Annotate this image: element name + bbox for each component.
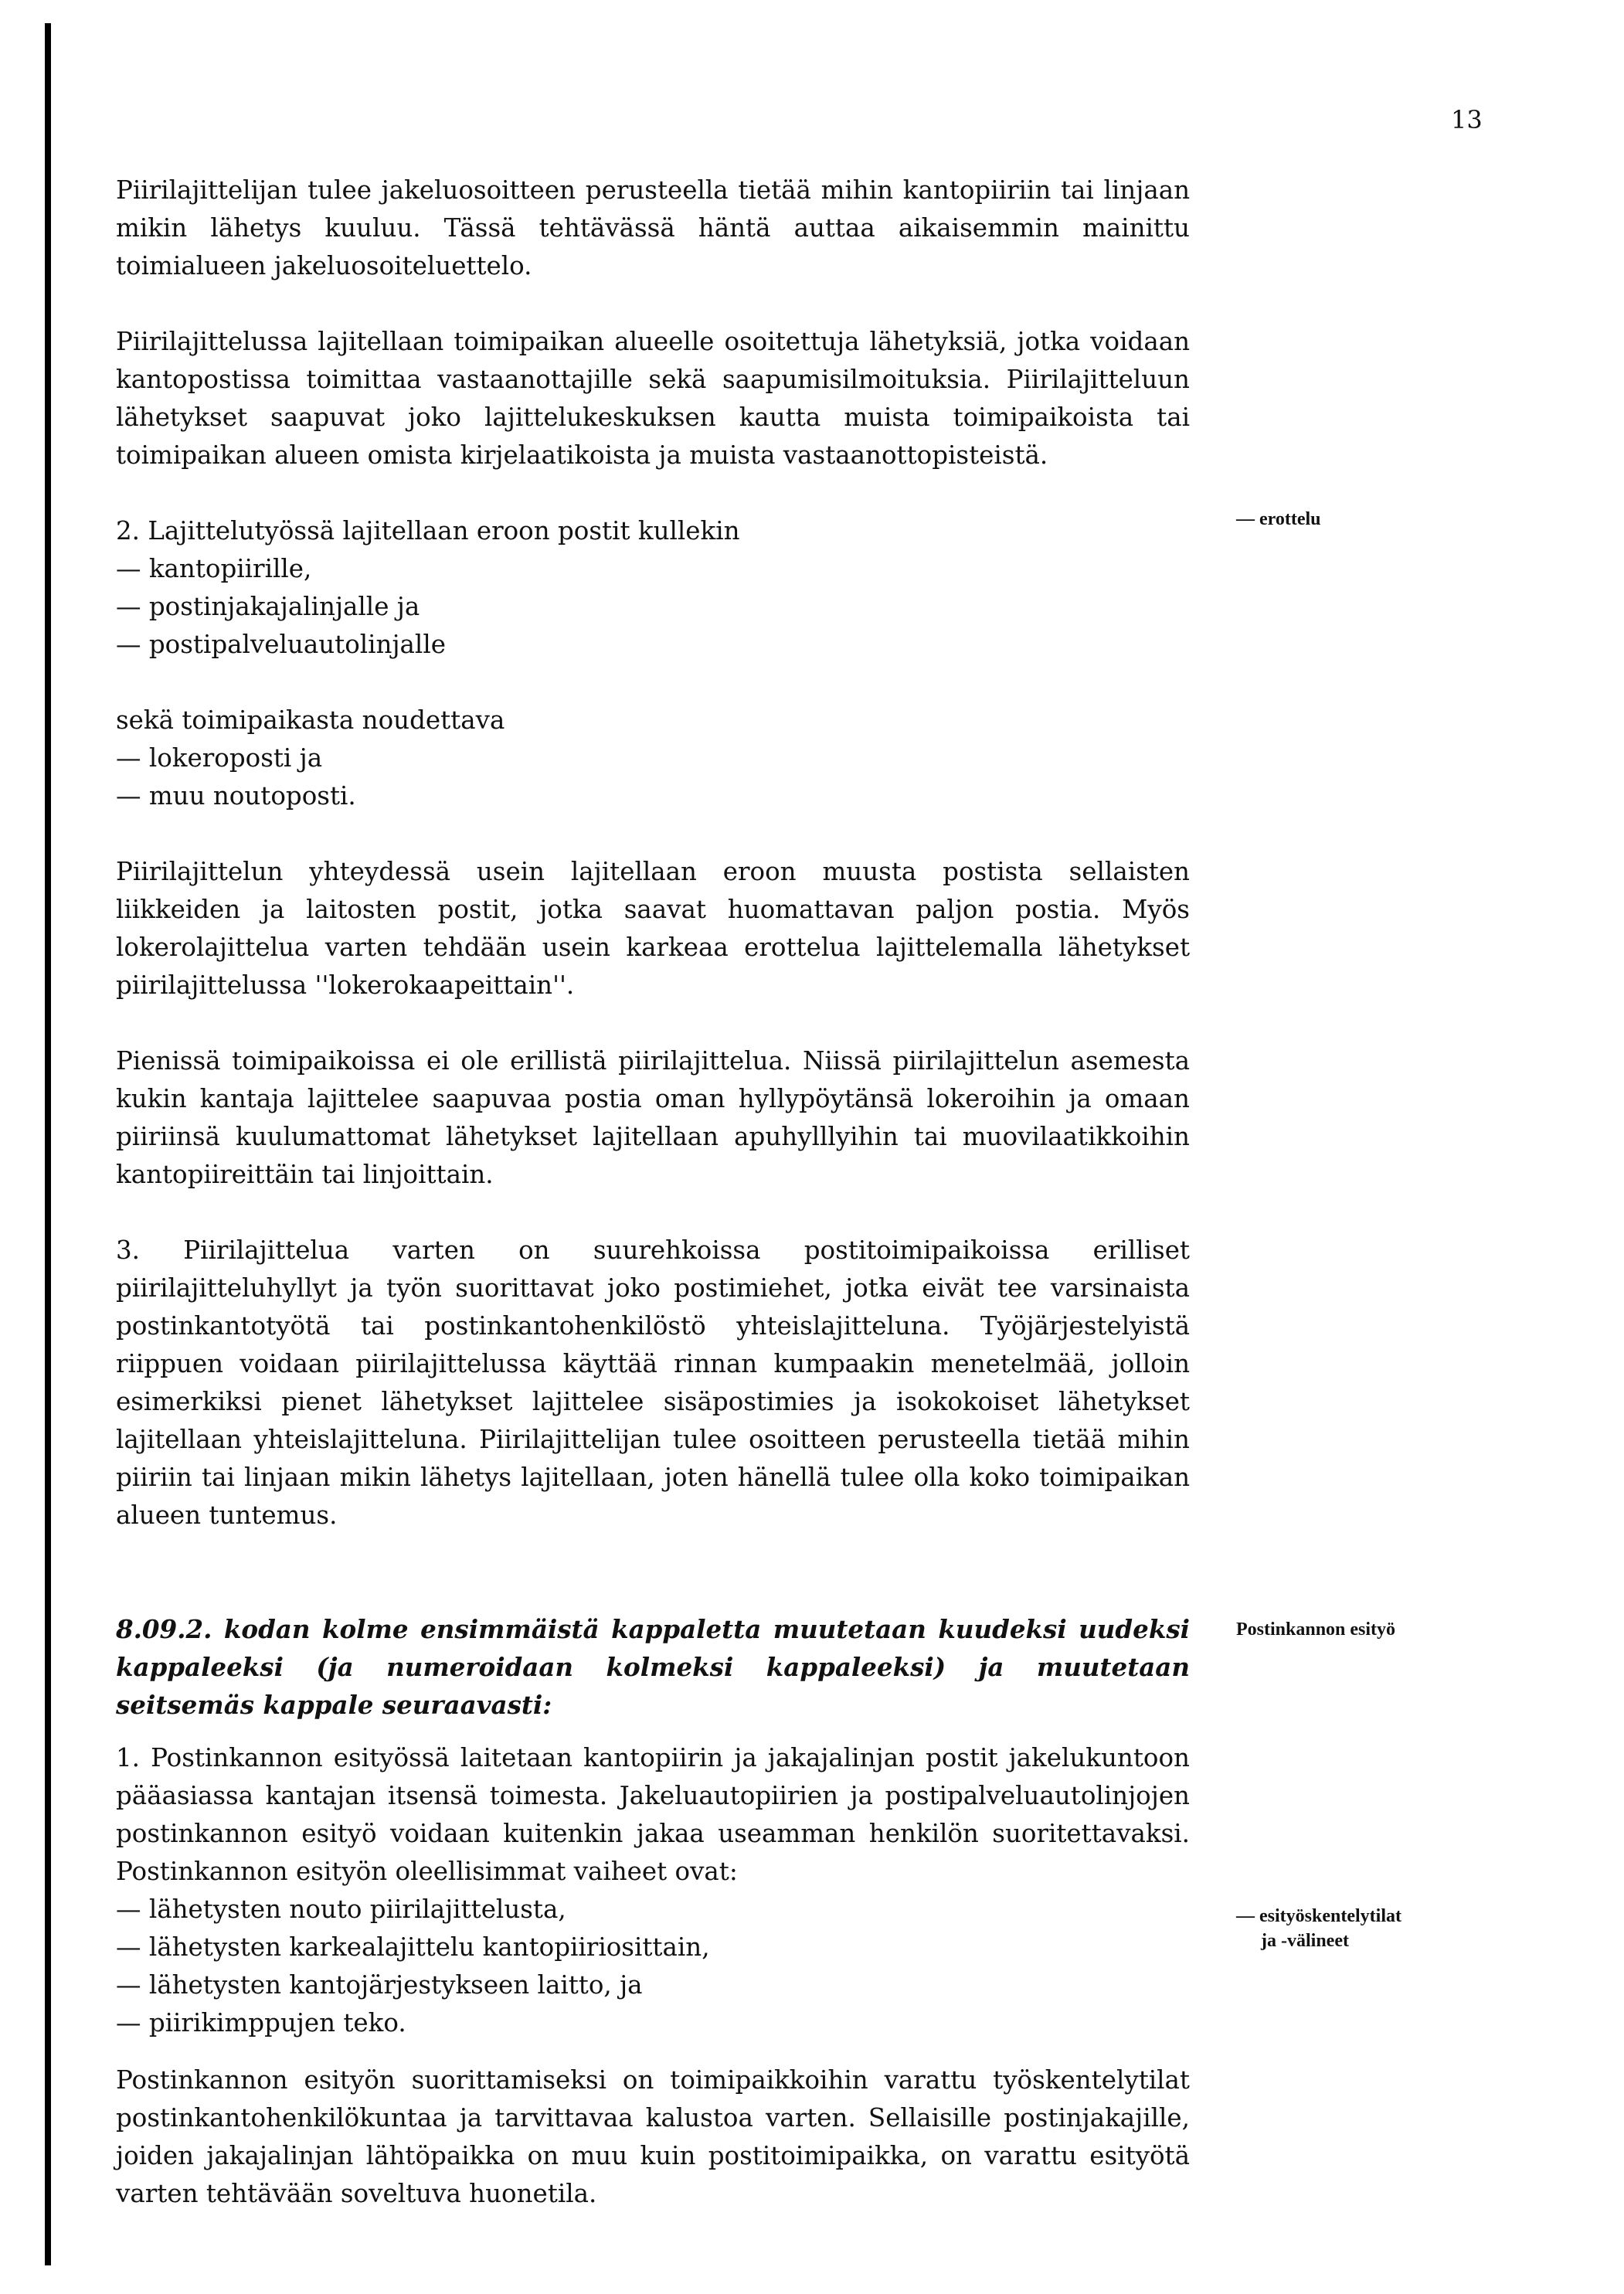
paragraph-8: 1. Postinkannon esityössä laitetaan kantopiirin ja jakajalinjan postit jakelukuntoon pääasiassa kantajan itsensä toimesta. Jakeluautopiirien ja postipalveluautolinjojen postinkannon esityö voidaan kuitenkin jakaa useamman henkilön suoritettavaksi. Postinkannon esityön oleellisimmat vaiheet ovat: xyxy=(116,1743,1190,1886)
list-item: — lähetysten nouto piirilajittelusta, xyxy=(116,1895,566,1924)
list-item: — muu noutoposti. xyxy=(116,781,356,811)
margin-note-line: ja -välineet xyxy=(1261,1931,1349,1951)
paragraph-7: 3. Piirilajittelua varten on suurehkoissa postitoimipaikoissa erilliset piirilajitteluhyllyt ja työn suorittavat joko postimiehet, jotka eivät tee varsinaista postinkantotyötä tai postinkantohenkilöstö yhteislajitteluna. Työjärjestelyistä riippuen voidaan piirilajittelussa käyttää rinnan kumpaakin menetelmää, jolloin esimerkiksi pienet lähetykset lajittelee sisäpostimies ja isokokoiset lähetykset lajitellaan yhteislajitteluna. Piirilajittelijan tulee osoitteen perusteella tietää mihin piiriin tai linjaan mikin lähetys lajitellaan, joten hänellä tulee olla koko toimipaikan alueen tuntemus. xyxy=(116,1235,1190,1530)
spacer xyxy=(116,664,1190,702)
list-item: — postinjakajalinjalle ja xyxy=(116,592,420,621)
scan-edge-bar xyxy=(45,23,51,2265)
margin-note-erottelu: — erottelu xyxy=(1236,509,1321,529)
paragraph-6: Pienissä toimipaikoissa ei ole erillistä piirilajittelua. Niissä piirilajittelun asemesta kukin kantaja lajittelee saapuvaa postia oman hyllypöytänsä lokeroihin ja omaan piiriinsä kuulumattomat lähetykset lajitellaan apuhylllyihin tai muovilaatikkoihin kantopiireittäin tai linjoittain. xyxy=(116,1046,1190,1189)
paragraph-5: Piirilajittelun yhteydessä usein lajitellaan eroon muusta postista sellaisten liikkeiden ja laitosten postit, jotka saavat huomattavan paljon postia. Myös lokerolajittelua varten tehdään usein karkeaa erottelua lajittelemalla lähetykset piirilajittelussa ''lokerokaapeittain''. xyxy=(116,857,1190,1000)
page-number: 13 xyxy=(1451,105,1483,134)
amendment-note: 8.09.2. kodan kolme ensimmäistä kappaletta muutetaan kuudeksi uudeksi kappaleeksi (ja numeroidaan kolmeksi kappaleeksi) ja muutetaan seitsemäs kappale seuraavasti: xyxy=(116,1614,1190,1720)
list-item: — lokeroposti ja xyxy=(116,743,323,773)
list-item: — piirikimppujen teko. xyxy=(116,2008,406,2037)
list-item: — kantopiirille, xyxy=(116,554,312,583)
spacer xyxy=(116,1534,1190,1610)
list-item: — lähetysten kantojärjestykseen laitto, ja xyxy=(116,1970,643,2000)
paragraph-2: Piirilajittelussa lajitellaan toimipaikan alueelle osoitettuja lähetyksiä, jotka voidaan kantopostissa toimittaa vastaanottajille sekä saapumisilmoituksia. Piirilajitteluun lähetykset saapuvat joko lajittelukeskuksen kautta muista toimipaikoista tai toimipaikan alueen omista kirjelaatikoista ja muista vastaanottopisteistä. xyxy=(116,327,1190,470)
margin-note-esityoskentelytilat xyxy=(1236,1904,1401,1953)
spacer xyxy=(116,815,1190,853)
section-2-intro: 2. Lajittelutyössä lajitellaan eroon postit kullekin xyxy=(116,516,740,545)
list-item: — postipalveluautolinjalle xyxy=(116,630,446,659)
list-item: — lähetysten karkealajittelu kantopiiriosittain, xyxy=(116,1932,710,1962)
spacer xyxy=(116,2042,1190,2061)
margin-note-line: — esityöskentelytilat xyxy=(1236,1906,1401,1926)
paragraph-1: Piirilajittelijan tulee jakeluosoitteen perusteella tietää mihin kantopiiriin tai linjaan mikin lähetys kuuluu. Tässä tehtävässä häntä auttaa aikaisemmin mainittu toimialueen jakeluosoiteluettelo. xyxy=(116,175,1190,280)
spacer xyxy=(116,474,1190,512)
pickup-intro: sekä toimipaikasta noudettava xyxy=(116,705,505,735)
main-text-column xyxy=(116,172,1190,2213)
paragraph-9: Postinkannon esityön suorittamiseksi on toimipaikkoihin varattu työskentelytilat postinkantohenkilökuntaa ja tarvittavaa kalustoa varten. Sellaisille postinjakajille, joiden jakajalinjan lähtöpaikka on muu kuin postitoimipaikka, on varattu esityötä varten tehtävään soveltuva huonetila. xyxy=(116,2065,1190,2208)
margin-note-postinkannon-esityo: Postinkannon esityö xyxy=(1236,1619,1396,1640)
